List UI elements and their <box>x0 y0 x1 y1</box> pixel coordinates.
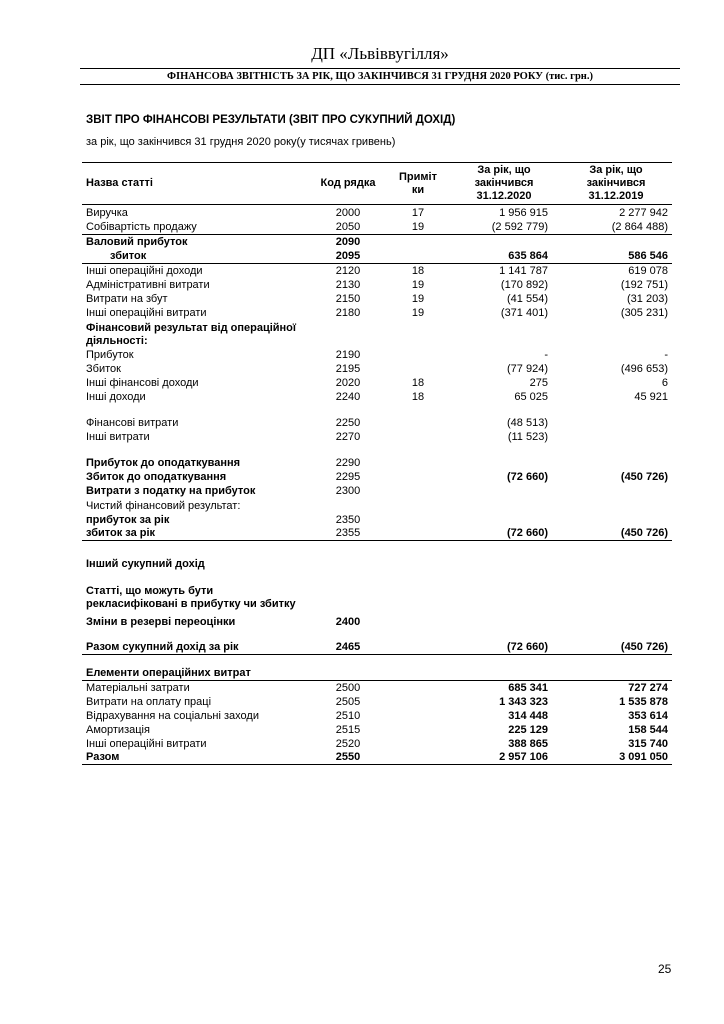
table-row <box>82 306 672 320</box>
row-2020: 685 341 <box>508 681 548 694</box>
row-2019 <box>560 430 672 444</box>
table-row <box>82 416 672 430</box>
row-note <box>388 484 448 498</box>
row-2019: 1 535 878 <box>619 695 668 708</box>
row-code: 2240 <box>335 390 361 403</box>
row-name: Прибуток до оподаткування <box>86 456 241 469</box>
row-code: 2120 <box>335 264 361 277</box>
row-note <box>388 641 448 655</box>
row-2020: (72 660) <box>448 641 560 655</box>
row-2020: 65 025 <box>514 390 548 403</box>
row-2019 <box>560 571 672 611</box>
row-2020 <box>448 484 560 498</box>
row-name: Фінансові витрати <box>86 416 179 429</box>
table-row <box>82 220 672 235</box>
row-2019 <box>560 320 672 348</box>
row-note: 18 <box>411 390 425 403</box>
row-name: Витрати на оплату праці <box>86 695 212 708</box>
row-name: Витрати з податку на прибуток <box>86 484 256 497</box>
table-row <box>82 235 672 249</box>
page-header <box>80 44 680 64</box>
row-name: Інші доходи <box>86 390 146 403</box>
row-code: 2050 <box>308 220 388 235</box>
table-row <box>82 470 672 484</box>
spacer-row <box>82 404 672 416</box>
row-2020 <box>448 611 560 629</box>
row-name: Прибуток <box>86 348 134 361</box>
row-2019: (450 726) <box>620 470 668 483</box>
row-code: 2510 <box>335 709 361 722</box>
row-2020 <box>448 320 560 348</box>
row-2019: 586 546 <box>560 249 672 264</box>
row-2019 <box>560 484 672 498</box>
table-row <box>82 484 672 498</box>
row-note <box>388 553 448 571</box>
row-name: Витрати на збут <box>86 292 168 305</box>
row-code: 2500 <box>335 681 361 694</box>
row-note <box>388 695 448 709</box>
row-2020: (170 892) <box>500 278 548 291</box>
row-code: 2400 <box>335 615 361 628</box>
row-2019: 2 277 942 <box>619 206 668 219</box>
row-note <box>388 498 448 513</box>
row-note: 19 <box>411 306 425 319</box>
row-code: 2020 <box>335 376 361 389</box>
row-code: 2180 <box>335 306 361 319</box>
row-2019: (450 726) <box>560 641 672 655</box>
col-header-code: Код рядка <box>308 163 388 205</box>
spacer-row <box>82 655 672 667</box>
row-2020 <box>448 456 560 470</box>
row-name: Разом сукупний дохід за рік <box>82 641 308 655</box>
row-code: 2465 <box>308 641 388 655</box>
report-period: за рік, що закінчився 31 грудня 2020 року(у тисячах гривень) <box>86 136 396 148</box>
row-code: 2300 <box>335 484 361 497</box>
row-2019: (305 231) <box>620 306 668 319</box>
row-2019: 45 921 <box>634 390 668 403</box>
row-2020: 1 343 323 <box>499 695 548 708</box>
row-code: 2270 <box>335 430 361 443</box>
row-2020: 225 129 <box>508 723 548 736</box>
company-name: ДП «Львіввугілля» <box>311 44 449 63</box>
row-2019: 727 274 <box>628 681 668 694</box>
row-2020: 635 864 <box>448 249 560 264</box>
row-code: 2130 <box>335 278 361 291</box>
row-2019: 158 544 <box>628 723 668 736</box>
col-header-name: Назва статті <box>82 163 308 205</box>
row-code: 2250 <box>335 416 361 429</box>
row-note <box>388 723 448 737</box>
table-row <box>82 695 672 709</box>
row-2019: (31 203) <box>627 292 668 305</box>
row-note <box>388 249 448 264</box>
row-note: 17 <box>411 206 425 219</box>
row-name: збиток <box>82 249 308 264</box>
row-code <box>308 553 388 571</box>
spacer-row <box>82 629 672 641</box>
row-code: 2150 <box>335 292 361 305</box>
row-note <box>388 571 448 611</box>
table-row <box>82 430 672 444</box>
row-note <box>388 737 448 751</box>
row-name: Відрахування на соціальні заходи <box>86 709 259 722</box>
row-name: збиток за рік <box>82 527 308 541</box>
report-title: ЗВІТ ПРО ФІНАНСОВІ РЕЗУЛЬТАТИ (ЗВІТ ПРО СУКУПНИЙ ДОХІД) <box>86 114 456 126</box>
row-2019: (450 726) <box>560 527 672 541</box>
row-code: 2190 <box>335 348 361 361</box>
row-name: Інші витрати <box>86 430 150 443</box>
table-row <box>82 641 672 655</box>
row-2019 <box>560 416 672 430</box>
spacer-row <box>82 541 672 553</box>
table-row <box>82 553 672 571</box>
row-2019: 3 091 050 <box>560 751 672 765</box>
row-code: 2350 <box>335 513 361 526</box>
row-name: Адміністративні витрати <box>86 278 210 291</box>
row-name: Зміни в резерві переоцінки <box>86 615 236 628</box>
row-2019: (2 864 488) <box>560 220 672 235</box>
page-number: 25 <box>658 962 672 976</box>
row-2019: (496 653) <box>620 362 668 375</box>
row-name: Інший сукупний дохід <box>86 557 205 570</box>
row-note <box>388 527 448 541</box>
row-name: Валовий прибуток <box>86 235 188 248</box>
row-2019: (192 751) <box>620 278 668 291</box>
row-2020 <box>448 513 560 527</box>
row-2020: (48 513) <box>507 416 548 429</box>
row-name: Інші операційні доходи <box>86 264 203 277</box>
row-2019: 353 614 <box>628 709 668 722</box>
col-header-2020: За рік, що закінчився 31.12.2020 <box>448 163 560 205</box>
row-2020: (72 660) <box>507 470 548 483</box>
table-row <box>82 390 672 404</box>
table-row <box>82 723 672 737</box>
row-2020: (2 592 779) <box>448 220 560 235</box>
row-name: Амортизація <box>86 723 150 736</box>
table-row <box>82 348 672 362</box>
header-rule-bottom <box>80 84 680 85</box>
table-row <box>82 249 672 264</box>
table-row <box>82 205 672 220</box>
row-code: 2505 <box>335 695 361 708</box>
header-rule-top <box>80 68 680 69</box>
row-code: 2000 <box>335 206 361 219</box>
spacer-row <box>82 444 672 456</box>
row-2020: (11 523) <box>507 430 548 443</box>
row-code: 2095 <box>308 249 388 264</box>
table-row <box>82 751 672 765</box>
table-row <box>82 737 672 751</box>
table-row <box>82 667 672 681</box>
row-note <box>388 416 448 430</box>
table-row <box>82 456 672 470</box>
row-2020 <box>448 498 560 513</box>
table-row <box>82 376 672 390</box>
row-note <box>388 430 448 444</box>
table-row <box>82 513 672 527</box>
row-note <box>388 235 448 249</box>
table-row <box>82 362 672 376</box>
table-header-row <box>82 163 672 205</box>
row-2019: - <box>664 348 668 361</box>
row-name: Статті, що можуть бути рекласифіковані в прибутку чи збитку <box>86 584 296 610</box>
row-2019 <box>560 513 672 527</box>
col-header-note: Приміт ки <box>388 163 448 205</box>
row-2020: 388 865 <box>508 737 548 750</box>
row-2019 <box>560 667 672 681</box>
row-name: Інші фінансові доходи <box>86 376 199 389</box>
row-name: Збиток <box>86 362 121 375</box>
row-note: 19 <box>411 292 425 305</box>
row-note <box>388 513 448 527</box>
row-code <box>308 498 388 513</box>
col-header-2019: За рік, що закінчився 31.12.2019 <box>560 163 672 205</box>
table-row <box>82 681 672 695</box>
row-code <box>308 320 388 348</box>
row-note: 18 <box>411 264 425 277</box>
row-2019 <box>560 498 672 513</box>
row-name: Інші операційні витрати <box>86 737 207 750</box>
row-name: прибуток за рік <box>86 513 170 526</box>
row-2019: 315 740 <box>628 737 668 750</box>
table-row <box>82 571 672 611</box>
row-2020 <box>448 667 560 681</box>
row-note <box>388 362 448 376</box>
table-row <box>82 278 672 292</box>
row-2019 <box>560 553 672 571</box>
row-2020: (371 401) <box>500 306 548 319</box>
row-code: 2355 <box>308 527 388 541</box>
table-row <box>82 292 672 306</box>
row-note <box>388 709 448 723</box>
row-name: Виручка <box>86 206 128 219</box>
row-2019 <box>560 235 672 249</box>
table-row <box>82 527 672 541</box>
row-2020 <box>448 571 560 611</box>
row-2019 <box>560 456 672 470</box>
table-row <box>82 320 672 348</box>
row-note: 19 <box>411 278 425 291</box>
table-row <box>82 611 672 629</box>
row-note <box>388 681 448 695</box>
row-code: 2550 <box>308 751 388 765</box>
table-row <box>82 264 672 278</box>
row-name: Фінансовий результат від операційної діяльності: <box>86 321 296 347</box>
row-2020: 1 141 787 <box>499 264 548 277</box>
row-name: Чистий фінансовий результат: <box>86 499 241 512</box>
row-code: 2295 <box>335 470 361 483</box>
row-code: 2090 <box>335 235 361 248</box>
row-name: Матеріальні затрати <box>86 681 190 694</box>
row-2020: (77 924) <box>507 362 548 375</box>
row-note: 18 <box>411 376 425 389</box>
row-2019: 619 078 <box>628 264 668 277</box>
row-note <box>388 667 448 681</box>
row-2020: - <box>544 348 548 361</box>
row-2020: 2 957 106 <box>448 751 560 765</box>
row-2020: 1 956 915 <box>499 206 548 219</box>
row-2019 <box>560 611 672 629</box>
row-note <box>388 611 448 629</box>
financial-results-table <box>82 162 672 765</box>
report-subtitle: ФІНАНСОВА ЗВІТНІСТЬ ЗА РІК, ЩО ЗАКІНЧИВСЯ 31 ГРУДНЯ 2020 РОКУ (тис. грн.) <box>167 71 593 82</box>
row-code: 2195 <box>335 362 361 375</box>
row-2020: (72 660) <box>448 527 560 541</box>
row-2019: 6 <box>661 376 668 389</box>
row-code <box>308 571 388 611</box>
row-note <box>388 470 448 484</box>
row-note <box>388 751 448 765</box>
row-code: 2515 <box>335 723 361 736</box>
row-2020 <box>448 553 560 571</box>
row-note <box>388 456 448 470</box>
row-2020: (41 554) <box>507 292 548 305</box>
row-code <box>308 667 388 681</box>
table-row <box>82 709 672 723</box>
row-name: Собівартість продажу <box>82 220 308 235</box>
row-code: 2520 <box>335 737 361 750</box>
table-row <box>82 498 672 513</box>
row-name: Разом <box>82 751 308 765</box>
row-2020: 275 <box>529 376 548 389</box>
row-2020 <box>448 235 560 249</box>
row-2020: 314 448 <box>508 709 548 722</box>
row-note <box>388 348 448 362</box>
row-name: Збиток до оподаткування <box>86 470 227 483</box>
row-note: 19 <box>388 220 448 235</box>
row-name: Інші операційні витрати <box>86 306 207 319</box>
row-note <box>388 320 448 348</box>
row-code: 2290 <box>335 456 361 469</box>
row-name: Елементи операційних витрат <box>82 667 308 681</box>
